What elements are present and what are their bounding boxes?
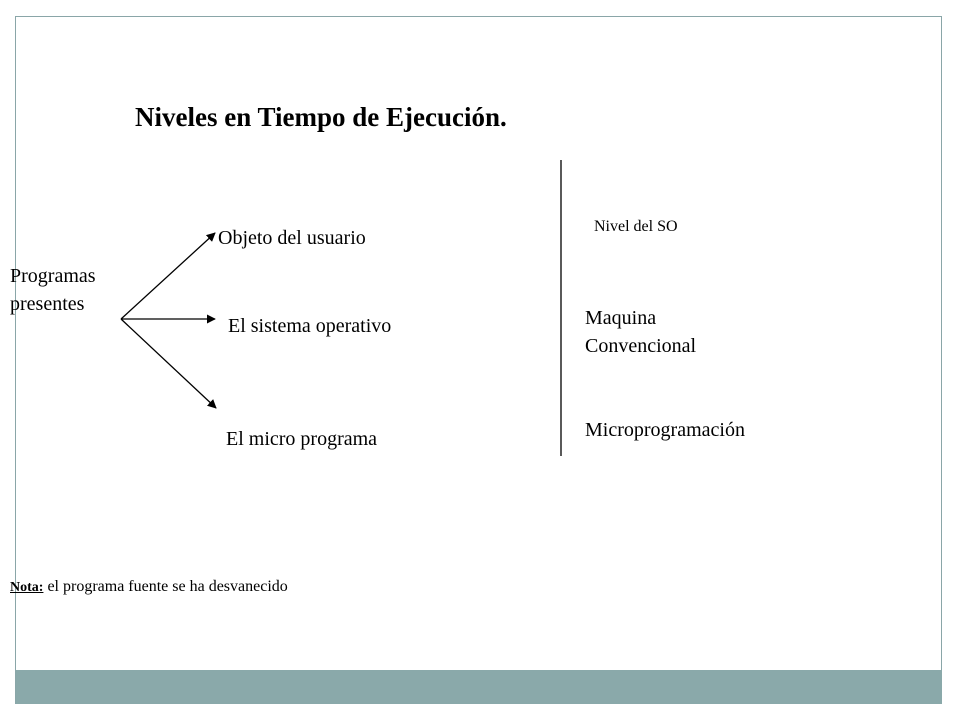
target-objeto-usuario: Objeto del usuario	[218, 227, 366, 249]
level-maquina-convencional	[585, 304, 696, 360]
source-node-line2: presentes	[10, 293, 85, 315]
note-text: el programa fuente se ha desvanecido	[47, 578, 288, 595]
source-node	[10, 262, 96, 318]
target-sistema-operativo: El sistema operativo	[228, 315, 392, 337]
level-microprogramacion: Microprogramación	[585, 419, 745, 441]
level-maquina-line2: Convencional	[585, 335, 697, 357]
slide-title: Niveles en Tiempo de Ejecución.	[135, 102, 507, 132]
source-node-line1: Programas	[10, 265, 96, 287]
target-micro-programa: El micro programa	[226, 428, 378, 450]
note	[10, 578, 288, 596]
note-key: Nota:	[10, 580, 44, 595]
footer-bar	[16, 670, 942, 704]
level-header: Nivel del SO	[594, 218, 678, 235]
level-maquina-line1: Maquina	[585, 307, 657, 329]
